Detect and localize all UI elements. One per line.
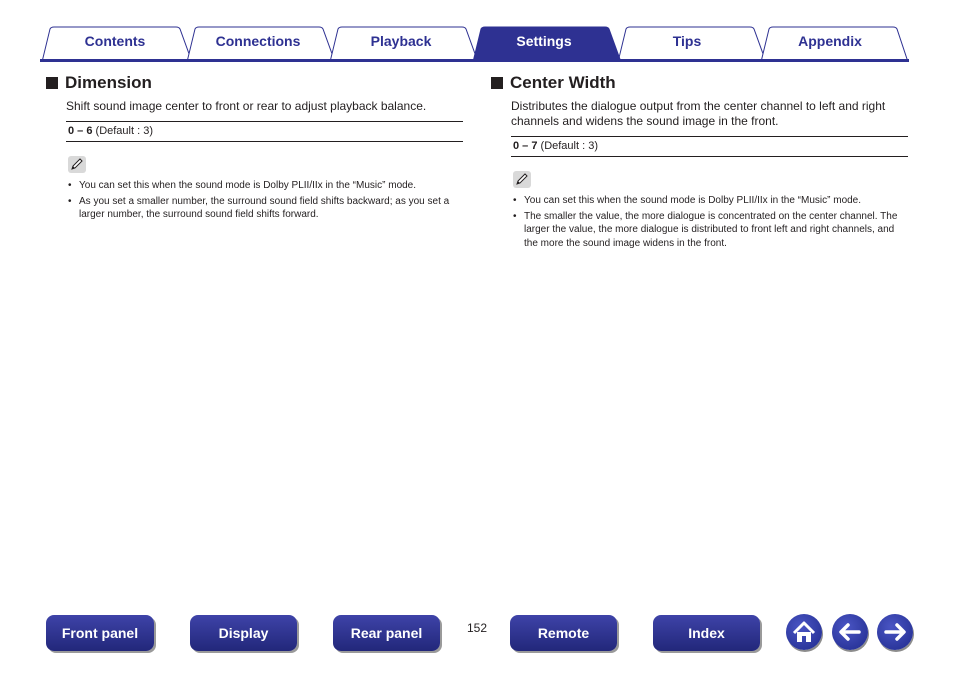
- back-button[interactable]: [832, 614, 868, 650]
- list-item: • You can set this when the sound mode is Dolby PLII/IIx in the “Music” mode.: [513, 194, 908, 208]
- center-width-default: (Default : 3): [537, 140, 598, 152]
- rear-panel-button[interactable]: Rear panel: [333, 615, 440, 651]
- dimension-title: Dimension: [65, 73, 152, 92]
- forward-button[interactable]: [877, 614, 913, 650]
- arrow-right-icon: [877, 614, 913, 650]
- tab-connections[interactable]: Connections: [215, 33, 301, 49]
- center-width-range: 0 – 7: [513, 140, 538, 152]
- square-bullet-icon: [46, 77, 58, 89]
- tab-underline: [40, 59, 909, 62]
- pencil-note-icon: [68, 156, 86, 173]
- pencil-note-icon: [513, 171, 531, 188]
- center-width-description: Distributes the dialogue output from the center channel to left and right channels and widens the sound image in the front.: [511, 99, 886, 128]
- tab-playback[interactable]: Playback: [370, 33, 432, 49]
- dimension-heading: [46, 72, 463, 94]
- center-width-section: [491, 72, 908, 252]
- tab-bar: [40, 26, 909, 62]
- display-button[interactable]: Display: [190, 615, 297, 651]
- dimension-notes: [68, 179, 463, 222]
- tab-contents[interactable]: Contents: [84, 33, 146, 49]
- tab-settings[interactable]: Settings: [516, 33, 572, 49]
- home-icon: [786, 614, 822, 650]
- tab-appendix[interactable]: Appendix: [798, 33, 862, 49]
- home-button[interactable]: [786, 614, 822, 650]
- dimension-default: (Default : 3): [92, 125, 153, 137]
- dimension-description: Shift sound image center to front or rear to adjust playback balance.: [66, 99, 427, 113]
- front-panel-button[interactable]: Front panel: [46, 615, 154, 651]
- remote-button[interactable]: Remote: [510, 615, 617, 651]
- index-button[interactable]: Index: [653, 615, 760, 651]
- center-width-title: Center Width: [510, 73, 616, 92]
- center-width-range-row: [511, 136, 908, 157]
- dimension-section: [46, 72, 463, 224]
- page-number: 152: [466, 621, 488, 635]
- list-item: • The smaller the value, the more dialogue is concentrated on the center channel. The larger the value, the more dialogue is distributed to front left and right channels, and the more the sound image widens in the front.: [513, 210, 908, 251]
- center-width-heading: [491, 72, 908, 94]
- dimension-range: 0 – 6: [68, 125, 93, 137]
- dimension-range-row: [66, 121, 463, 142]
- arrow-left-icon: [832, 614, 868, 650]
- list-item: • You can set this when the sound mode is Dolby PLII/IIx in the “Music” mode.: [68, 179, 463, 193]
- tab-tips[interactable]: Tips: [672, 33, 702, 49]
- center-width-notes: [513, 194, 908, 250]
- square-bullet-icon: [491, 77, 503, 89]
- list-item: • As you set a smaller number, the surround sound field shifts backward; as you set a larger number, the surround sound field shifts forward.: [68, 195, 463, 222]
